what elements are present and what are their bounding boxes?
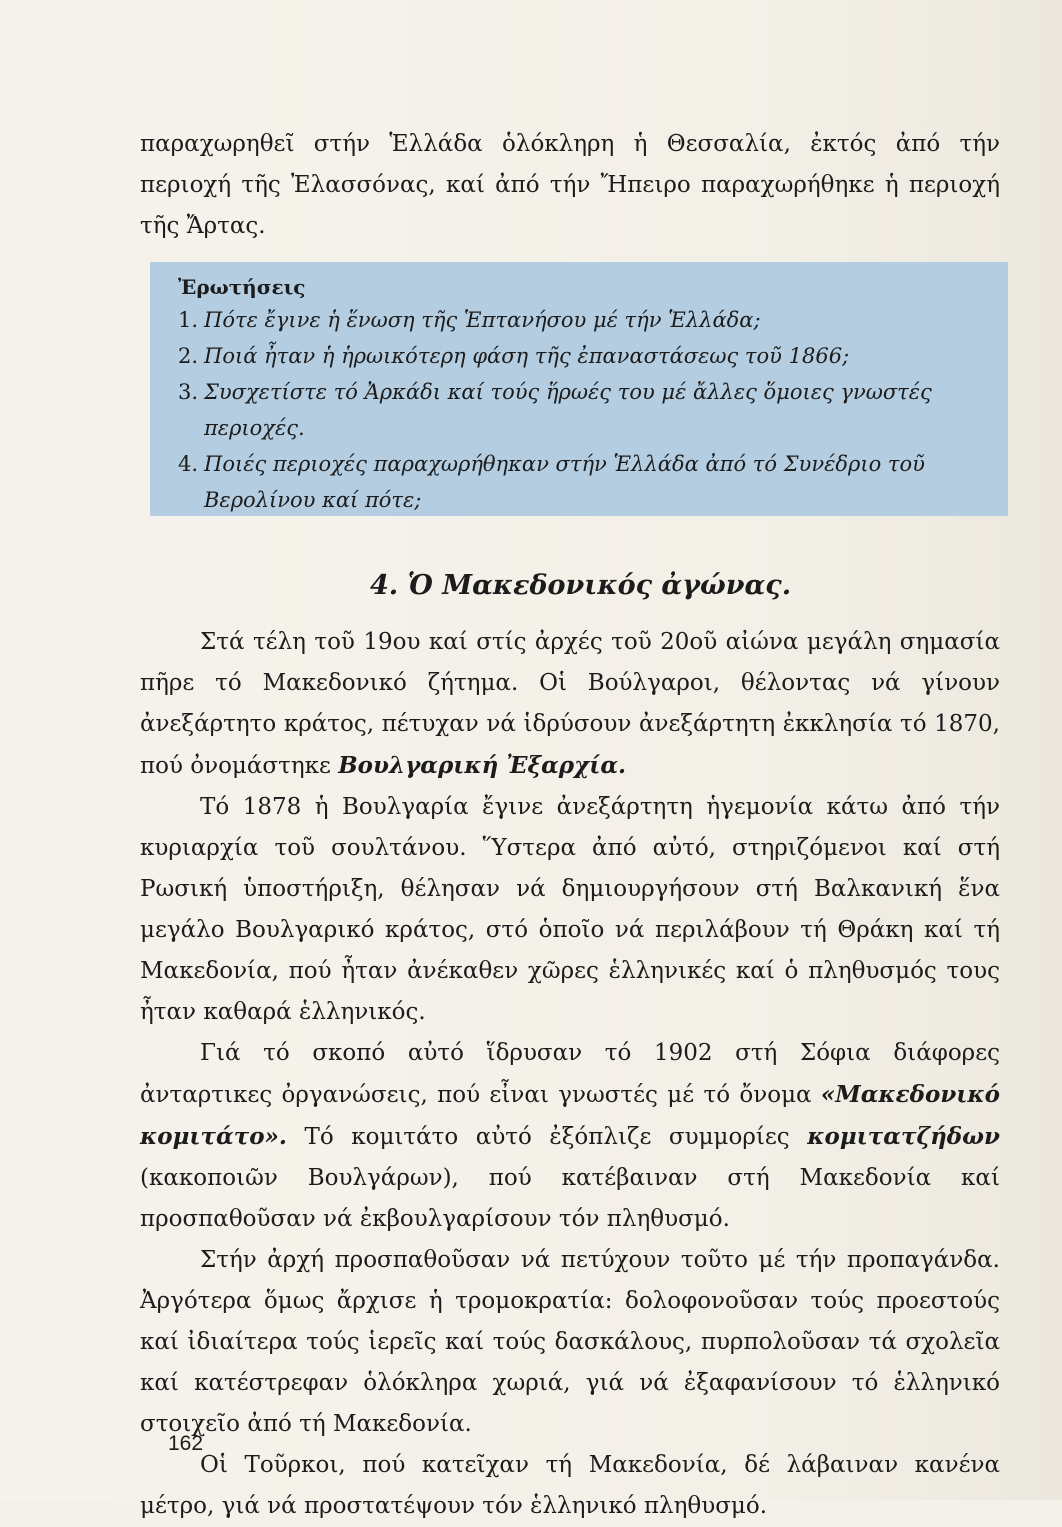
emphasis-macedonian-committee: «Μακεδονικό κομιτάτο». <box>140 1081 1000 1150</box>
question-text: Ποιά ἦταν ἡ ἡρωικότερη φάση τῆς ἐπαναστάσεως τοῦ 1866; <box>204 344 850 368</box>
paragraph-1 <box>140 622 1000 787</box>
question-item <box>178 374 978 410</box>
question-number: 1. <box>178 308 199 332</box>
question-item <box>178 302 978 338</box>
questions-heading: Ἐρωτήσεις <box>178 275 306 299</box>
paragraph-5: Οἱ Τοῦρκοι, πού κατεῖχαν τή Μακεδονία, δέ λάβαιναν κανένα μέτρο, γιά νά προστατέψουν τόν ἑλληνικό πληθυσμό. <box>140 1452 1000 1519</box>
paragraph-3-text-c: (κακοποιῶν Βουλγάρων), πού κατέβαιναν στή Μακεδονία καί προσπαθοῦσαν νά ἐκβουλγαρίσουν τόν πληθυσμό. <box>140 1165 1000 1232</box>
intro-text: παραχωρηθεῖ στήν Ἑλλάδα ὁλόκληρη ἡ Θεσσαλία, ἐκτός ἀπό τήν περιοχή τῆς Ἐλασσόνας, καί ἀπό τήν Ἤπειρο παραχωρήθηκε ἡ περιοχή τῆς Ἄρτας. <box>140 131 1000 239</box>
question-number: 3. <box>178 380 199 404</box>
question-text: Ποιές περιοχές παραχωρήθηκαν στήν Ἑλλάδα ἀπό τό Συνέδριο τοῦ <box>204 452 925 476</box>
page-number: 162 <box>168 1432 204 1455</box>
question-text: Πότε ἔγινε ἡ ἕνωση τῆς Ἑπτανήσου μέ τήν Ἑλλάδα; <box>204 308 761 332</box>
question-number: 4. <box>178 452 199 476</box>
paragraph-3-text-a: Γιά τό σκοπό αὐτό ἵδρυσαν τό 1902 στή Σόφια διάφορες ἀνταρτικες ὀργανώσεις, πού εἶναι γνωστές μέ τό ὄνομα <box>140 1040 1000 1108</box>
questions-list <box>178 302 978 518</box>
emphasis-bulgarian-exarchate: Βουλγαρική Ἐξαρχία. <box>338 752 627 779</box>
section-body <box>140 622 1000 1527</box>
question-continuation: Βερολίνου καί πότε; <box>204 488 422 512</box>
question-number: 2. <box>178 344 199 368</box>
intro-paragraph <box>140 124 1000 247</box>
paragraph-1-text: Στά τέλη τοῦ 19ου καί στίς ἀρχές τοῦ 20οῦ αἰώνα μεγάλη σημασία πῆρε τό Μακεδονικό ζήτημα. Οἱ Βούλγαροι, θέλοντας νά γίνουν ἀνεξάρτητο κράτος, πέτυχαν νά ἱδρύσουν ἀνεξάρτητη ἐκκλησία τό 1870, πού ὀνομάστηκε <box>140 629 1000 779</box>
question-continuation: περιοχές. <box>204 416 305 440</box>
question-item <box>178 338 978 374</box>
question-text: Συσχετίστε τό Ἀρκάδι καί τούς ἥρωές του μέ ἄλλες ὅμοιες γνωστές <box>204 380 932 404</box>
section-title: 4. Ὁ Μακεδονικός ἀγώνας. <box>370 570 792 601</box>
paragraph-3-text-b: Τό κομιτάτο αὐτό ἐξόπλιζε συμμορίες <box>286 1124 808 1150</box>
paragraph-4: Στήν ἀρχή προσπαθοῦσαν νά πετύχουν τοῦτο μέ τήν προπαγάνδα. Ἀργότερα ὅμως ἄρχισε ἡ τρομοκρατία: δολοφονοῦσαν τούς προεστούς καί ἰδιαίτερα τούς ἱερεῖς καί τούς δασκάλους, πυρπολοῦσαν τά σχολεῖα καί κατέστρεφαν ὁλόκληρα χωριά, γιά νά ἐξαφανίσουν τό ἑλληνικό στοιχεῖο ἀπό τή Μακεδονία. <box>140 1247 1000 1437</box>
question-item <box>178 446 978 482</box>
paragraph-2: Τό 1878 ἡ Βουλγαρία ἔγινε ἀνεξάρτητη ἡγεμονία κάτω ἀπό τήν κυριαρχία τοῦ σουλτάνου. Ὕστερα ἀπό αὐτό, στηριζόμενοι καί στή Ρωσική ὑποστήριξη, θέλησαν νά δημιουργήσουν στή Βαλκανική ἕνα μεγάλο Βουλγαρικό κράτος, στό ὁποῖο νά περιλάβουν τή Θράκη καί τή Μακεδονία, πού ἦταν ἀνέκαθεν χῶρες ἑλληνικές καί ὁ πληθυσμός τους ἦταν καθαρά ἑλληνικός. <box>140 794 1000 1025</box>
paragraph-3 <box>140 1033 1000 1240</box>
emphasis-komitadjis: κομιτατζήδων <box>807 1123 1000 1150</box>
